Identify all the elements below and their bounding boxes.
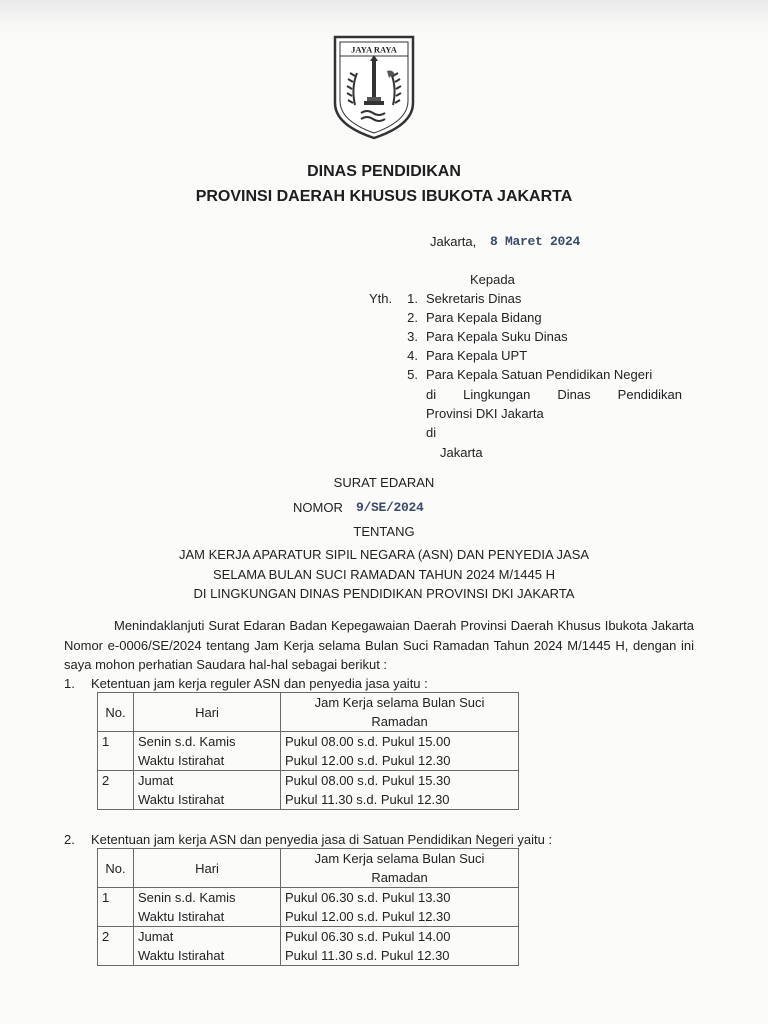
circular-tentang: TENTANG [353,524,415,539]
cell-no: 2 [98,927,134,966]
cell-jam [281,771,519,810]
cell-no: 2 [98,771,134,810]
circular-nomor-label: NOMOR [293,500,343,515]
header-jam: Jam Kerja selama Bulan Suci Ramadan [281,693,519,732]
letterhead-province: PROVINSI DAERAH KHUSUS IBUKOTA JAKARTA [195,188,573,205]
table-row [98,888,519,927]
cell-no: 1 [98,888,134,927]
circular-subject: SELAMA BULAN SUCI RAMADAN TAHUN 2024 M/1445 H [213,567,555,582]
cell-jam-line: Pukul 12.00 s.d. Pukul 12.30 [285,753,451,768]
header-no: No. [98,693,134,732]
recipient-city: Jakarta [440,445,483,460]
cell-hari-line: Senin s.d. Kamis [138,890,236,905]
recipient-item: Sekretaris Dinas [426,291,522,306]
cell-jam [281,927,519,966]
cell-hari [134,732,281,771]
table-row [98,927,519,966]
cell-hari-line: Waktu Istirahat [138,948,225,963]
jakarta-crest-logo [331,33,417,141]
circular-subject: DI LINGKUNGAN DINAS PENDIDIKAN PROVINSI DKI JAKARTA [193,586,575,601]
body-paragraph [64,616,694,675]
date-value: 8 Maret 2024 [490,234,581,249]
cell-no: 1 [98,732,134,771]
cell-hari [134,771,281,810]
cell-hari [134,927,281,966]
recipient-item: Para Kepala UPT [426,348,528,363]
recipient-di: di [426,425,437,440]
table-header-row [98,693,519,732]
recipient-item: Para Kepala Bidang [426,310,542,325]
recipient-num: 3. [407,329,418,344]
recipient-item: Para Kepala Suku Dinas [426,329,568,344]
recipient-yth: Yth. [369,291,393,306]
svg-text:JAYA RAYA: JAYA RAYA [351,44,397,55]
recipient-kepada: Kepada [470,272,515,287]
cell-jam [281,888,519,927]
header-no: No. [98,849,134,888]
table-header-row [98,849,519,888]
cell-jam-line: Pukul 11.30 s.d. Pukul 12.30 [285,792,450,807]
cell-hari-line: Waktu Istirahat [138,792,225,807]
cell-jam-line: Pukul 12.00 s.d. Pukul 12.30 [285,909,451,924]
schedule-table [97,848,519,966]
cell-jam-line: Pukul 08.00 s.d. Pukul 15.00 [285,734,451,749]
circular-subject: JAM KERJA APARATUR SIPIL NEGARA (ASN) DAN PENYEDIA JASA [178,547,590,562]
recipient-num: 5. [407,367,418,382]
cell-jam-line: Pukul 08.00 s.d. Pukul 15.30 [285,773,451,788]
section-heading: Ketentuan jam kerja reguler ASN dan penyedia jasa yaitu : [91,676,428,691]
recipient-num: 4. [407,348,418,363]
cell-hari-line: Jumat [138,929,174,944]
body-paragraph-text: Menindaklanjuti Surat Edaran Badan Kepegawaian Daerah Provinsi Daerah Khusus Ibukota Jakarta Nomor e-0006/SE/2024 tentang Jam Kerja selama Bulan Suci Ramadan Tahun 2024 M/1445 H, dengan ini saya mohon perhatian Saudara hal-hal sebagai berikut : [64,618,694,672]
cell-hari-line: Jumat [138,773,174,788]
header-hari: Hari [134,693,281,732]
recipient-num: 1. [407,291,418,306]
section-number: 1. [64,676,75,691]
circular-title: SURAT EDARAN [333,475,435,490]
section-number: 2. [64,832,75,847]
header-hari: Hari [134,849,281,888]
date-place: Jakarta, [430,234,477,249]
cell-hari [134,888,281,927]
recipient-item: Para Kepala Satuan Pendidikan Negeri [426,367,653,382]
recipient-item-line: di Lingkungan Dinas Pendidikan [426,387,682,402]
schedule-table [97,692,519,810]
table-row [98,771,519,810]
cell-hari-line: Waktu Istirahat [138,753,225,768]
recipient-num: 2. [407,310,418,325]
cell-jam [281,732,519,771]
section-heading: Ketentuan jam kerja ASN dan penyedia jasa di Satuan Pendidikan Negeri yaitu : [91,832,553,847]
cell-jam-line: Pukul 06.30 s.d. Pukul 13.30 [285,890,451,905]
cell-hari-line: Waktu Istirahat [138,909,225,924]
table-row [98,732,519,771]
letterhead-agency: DINAS PENDIDIKAN [307,163,461,180]
header-jam: Jam Kerja selama Bulan Suci Ramadan [281,849,519,888]
cell-jam-line: Pukul 06.30 s.d. Pukul 14.00 [285,929,451,944]
circular-nomor-value: 9/SE/2024 [356,500,424,515]
cell-hari-line: Senin s.d. Kamis [138,734,236,749]
cell-jam-line: Pukul 11.30 s.d. Pukul 12.30 [285,948,450,963]
recipient-item-line: Provinsi DKI Jakarta [426,406,544,421]
